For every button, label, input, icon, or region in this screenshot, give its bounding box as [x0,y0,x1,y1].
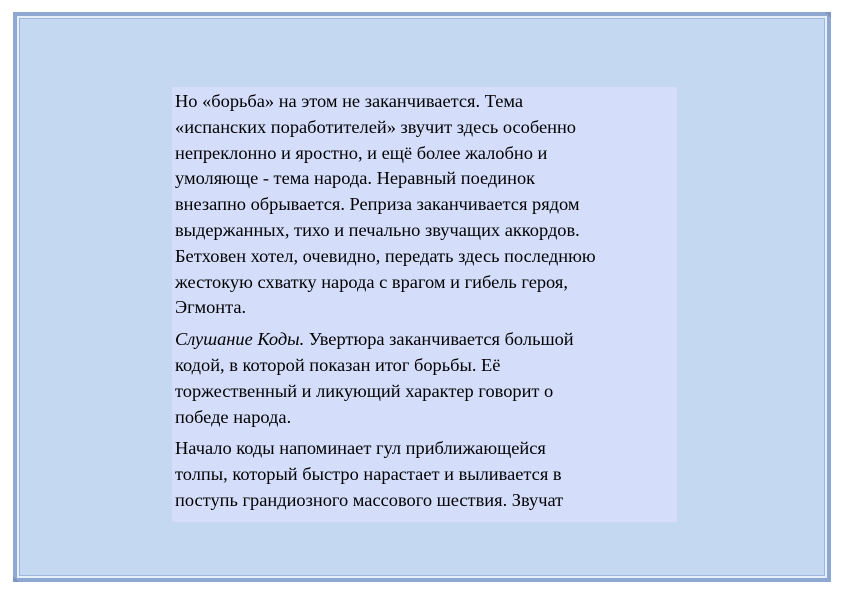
paragraph-3 [175,436,675,513]
text-line: победе народа. [175,406,292,427]
text-fragment: Увертюра заканчивается большой [304,329,574,350]
text-line: внезапно обрывается. Реприза заканчивается рядом [175,194,580,215]
slide-corner-top-right [825,12,831,18]
emphasis-text: Слушание Коды. [175,329,305,350]
text-line: выдержанных, тихо и печально звучащих аккордов. [175,219,580,240]
text-line: Бетховен хотел, очевидно, передать здесь последнюю [175,245,596,266]
text-line: непреклонно и яростно, и ещё более жалобно и [175,142,548,163]
text-line: кодой, в которой показан итог борьбы. Её [175,354,501,375]
text-line: умоляюще - тема народа. Неравный поединок [175,168,536,189]
text-line: жестокую схватку народа с врагом и гибель героя, [175,271,568,292]
text-line: Эгмонта. [175,297,247,318]
text-line: поступь грандиозного массового шествия. Звучат [175,489,564,510]
text-line: торжественный и ликующий характер говорит о [175,380,554,401]
paragraph-2 [175,327,675,430]
text-line: толпы, который быстро нарастает и выливается в [175,464,562,485]
slide-corner-bottom-left [13,576,19,582]
text-line: Начало коды напоминает гул приближающейся [175,438,546,459]
slide [13,12,831,582]
text-line [175,327,675,353]
text-line: «испанских поработителей» звучит здесь особенно [175,116,577,137]
paragraph-1 [175,89,675,321]
text-line: Но «борьба» на этом не заканчивается. Тема [175,91,524,111]
text-box [172,87,677,522]
